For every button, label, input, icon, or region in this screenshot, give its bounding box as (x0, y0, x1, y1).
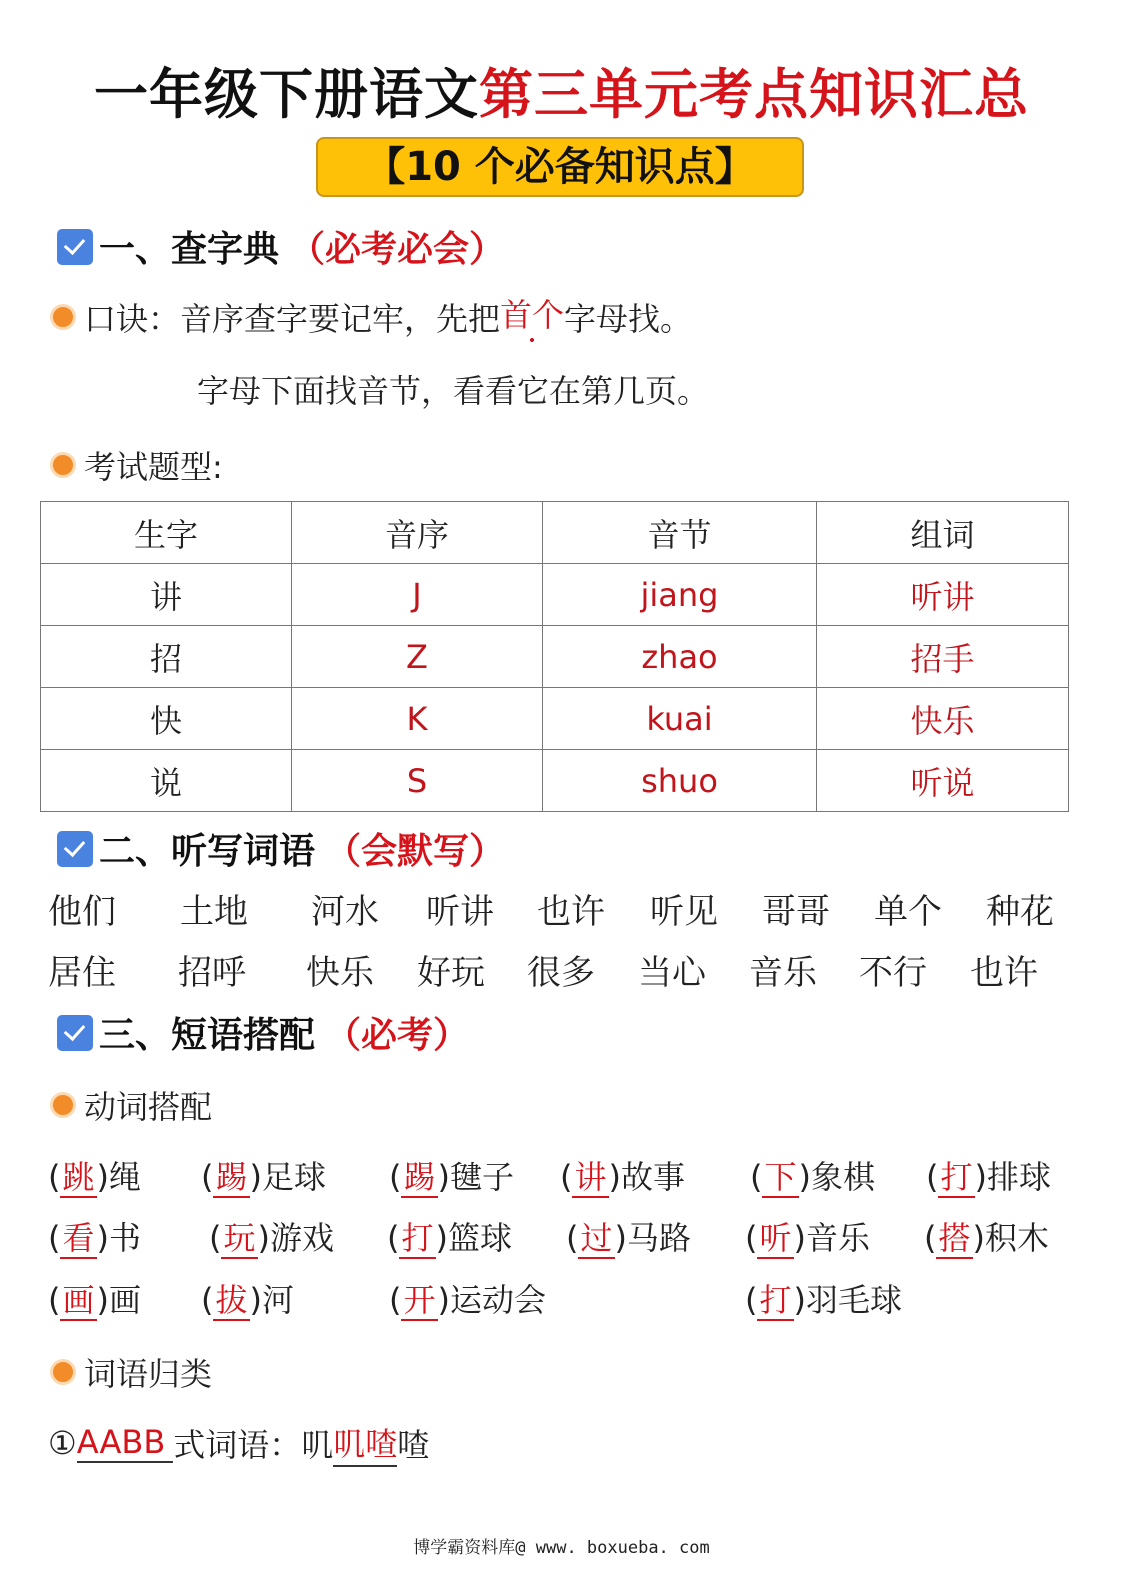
classify-label: 词语归类 (84, 1355, 213, 1393)
verse-text-b: 字母找。 (564, 300, 693, 338)
phrase-item: (玩)游戏 (209, 1219, 334, 1257)
phrase-object: 马路 (626, 1219, 691, 1257)
phrase-item: (打)篮球 (387, 1219, 512, 1257)
dictation-word: 很多 (527, 953, 595, 993)
phrase-item: (画)画 (48, 1281, 141, 1319)
table-cell: shuo (543, 750, 817, 812)
phrase-item: (过)马路 (566, 1219, 691, 1257)
exam-type-line (50, 442, 223, 488)
classify-label-line (50, 1349, 212, 1395)
dictation-word: 土地 (180, 892, 248, 932)
section1-heading (57, 221, 505, 272)
table-header: 音序 (292, 502, 543, 564)
table-cell: kuai (543, 688, 817, 750)
table-header: 组词 (817, 502, 1069, 564)
table-row (41, 626, 1069, 688)
bullet-icon (50, 1359, 76, 1385)
verse-line1 (50, 290, 692, 344)
phrase-answer: 踢 (403, 1158, 436, 1196)
verb-label: 动词搭配 (84, 1088, 213, 1126)
phrase-answer: 画 (62, 1281, 95, 1319)
phrase-answer: 看 (62, 1219, 95, 1257)
checkbox-icon (57, 229, 93, 265)
phrase-item: (拔)河 (201, 1281, 294, 1319)
phrase-item: (踢)足球 (201, 1158, 326, 1196)
verse-text-2: 字母下面找音节，看看它在第几页。 (197, 372, 710, 410)
table-header: 音节 (543, 502, 817, 564)
phrase-item: (讲)故事 (560, 1158, 685, 1196)
phrase-item: (看)书 (48, 1219, 141, 1257)
table-cell: K (292, 688, 543, 750)
phrase-item: (听)音乐 (745, 1219, 870, 1257)
phrase-item: (打)排球 (926, 1158, 1051, 1196)
table-cell: zhao (543, 626, 817, 688)
section3-title: 三、短语搭配 (99, 1015, 316, 1056)
banner: 【10 个必备知识点】 (316, 137, 804, 197)
table-cell: 快乐 (817, 688, 1069, 750)
pattern-answer: AABB (77, 1423, 174, 1463)
dictionary-table (40, 501, 1069, 812)
dictation-word: 也许 (970, 953, 1038, 993)
phrase-answer: 听 (759, 1219, 792, 1257)
section1-tag: （必考必会） (289, 229, 506, 270)
phrase-answer: 讲 (574, 1158, 607, 1196)
table-cell: 听讲 (817, 564, 1069, 626)
dictation-word: 单个 (874, 892, 942, 932)
phrase-answer: 开 (403, 1281, 436, 1319)
phrase-object: 积木 (984, 1219, 1049, 1257)
dictation-word: 当心 (638, 953, 706, 993)
classify-item-1 (48, 1419, 429, 1467)
table-cell: J (292, 564, 543, 626)
table-cell: 招手 (817, 626, 1069, 688)
page-title (0, 52, 1123, 129)
verse-line2 (197, 366, 709, 412)
phrase-answer: 打 (940, 1158, 973, 1196)
dictation-word: 音乐 (749, 953, 817, 993)
phrase-item: (搭)积木 (924, 1219, 1049, 1257)
exam-label: 考试题型: (84, 448, 223, 486)
section3-heading (57, 1007, 469, 1058)
title-red: 第三单元考点知识汇总 (479, 63, 1029, 126)
dictation-word: 听讲 (426, 892, 494, 932)
phrase-answer: 过 (580, 1219, 613, 1257)
table-row (41, 750, 1069, 812)
item-number: ① (48, 1424, 77, 1462)
section2-heading (57, 823, 505, 874)
table-cell: 讲 (41, 564, 292, 626)
bullet-icon (50, 452, 76, 478)
verse-label: 口诀： (84, 300, 181, 338)
table-cell: 快 (41, 688, 292, 750)
phrase-object: 篮球 (447, 1219, 512, 1257)
section2-title: 二、听写词语 (99, 831, 316, 872)
dictation-word: 好玩 (417, 953, 485, 993)
phrase-answer: 打 (401, 1219, 434, 1257)
table-cell: S (292, 750, 543, 812)
dictation-word: 也许 (537, 892, 605, 932)
dictation-word: 他们 (48, 892, 116, 932)
footer-source: 博学霸资料库@ www. boxueba. com (413, 1538, 710, 1558)
dictation-word: 河水 (311, 892, 379, 932)
section2-tag: （会默写） (325, 831, 506, 872)
phrase-object: 毽子 (449, 1158, 514, 1196)
dictation-word: 听见 (650, 892, 718, 932)
phrase-item: (开)运动会 (389, 1281, 546, 1319)
phrase-object: 游戏 (269, 1219, 334, 1257)
phrase-object: 排球 (986, 1158, 1051, 1196)
bullet-icon (50, 1092, 76, 1118)
phrase-object: 书 (108, 1219, 141, 1257)
item-text: 式词语：叽 (173, 1426, 334, 1464)
phrase-answer: 搭 (938, 1219, 971, 1257)
section3-tag: （必考） (325, 1015, 470, 1056)
phrase-answer: 拔 (215, 1281, 248, 1319)
phrase-answer: 踢 (215, 1158, 248, 1196)
phrase-object: 运动会 (449, 1281, 546, 1319)
dictation-word: 哥哥 (762, 892, 830, 932)
phrase-answer: 打 (759, 1281, 792, 1319)
verse-text-a: 音序查字要记牢，先把 (180, 300, 501, 338)
phrase-object: 音乐 (805, 1219, 870, 1257)
phrase-object: 象棋 (810, 1158, 875, 1196)
table-header-row (41, 502, 1069, 564)
phrase-item: (打)羽毛球 (745, 1281, 902, 1319)
dictation-word: 居住 (48, 953, 116, 993)
bullet-icon (50, 304, 76, 330)
phrase-object: 羽毛球 (805, 1281, 902, 1319)
dictation-word: 快乐 (306, 953, 374, 993)
phrase-answer: 跳 (62, 1158, 95, 1196)
checkbox-icon (57, 1015, 93, 1051)
table-cell: Z (292, 626, 543, 688)
phrase-item: (跳)绳 (48, 1158, 141, 1196)
dictation-word: 种花 (986, 892, 1054, 932)
checkbox-icon (57, 831, 93, 867)
phrase-object: 足球 (261, 1158, 326, 1196)
phrase-answer: 下 (764, 1158, 797, 1196)
section1-title: 一、查字典 (99, 229, 280, 270)
dictation-word: 不行 (859, 953, 927, 993)
table-row (41, 564, 1069, 626)
verb-label-line (50, 1082, 212, 1128)
phrase-object: 故事 (620, 1158, 685, 1196)
phrase-object: 绳 (108, 1158, 141, 1196)
dictation-word: 招呼 (178, 953, 246, 993)
table-cell: 听说 (817, 750, 1069, 812)
table-header: 生字 (41, 502, 292, 564)
table-cell: 说 (41, 750, 292, 812)
phrase-object: 画 (108, 1281, 141, 1319)
verse-highlight: 首个 (500, 290, 564, 344)
table-row (41, 688, 1069, 750)
title-black: 一年级下册语文 (94, 63, 479, 126)
example-answer: 叽喳 (333, 1419, 397, 1467)
item-end: 喳 (397, 1426, 430, 1464)
table-cell: jiang (543, 564, 817, 626)
phrase-object: 河 (261, 1281, 294, 1319)
phrase-item: (下)象棋 (750, 1158, 875, 1196)
phrase-answer: 玩 (223, 1219, 256, 1257)
phrase-item: (踢)毽子 (389, 1158, 514, 1196)
table-cell: 招 (41, 626, 292, 688)
